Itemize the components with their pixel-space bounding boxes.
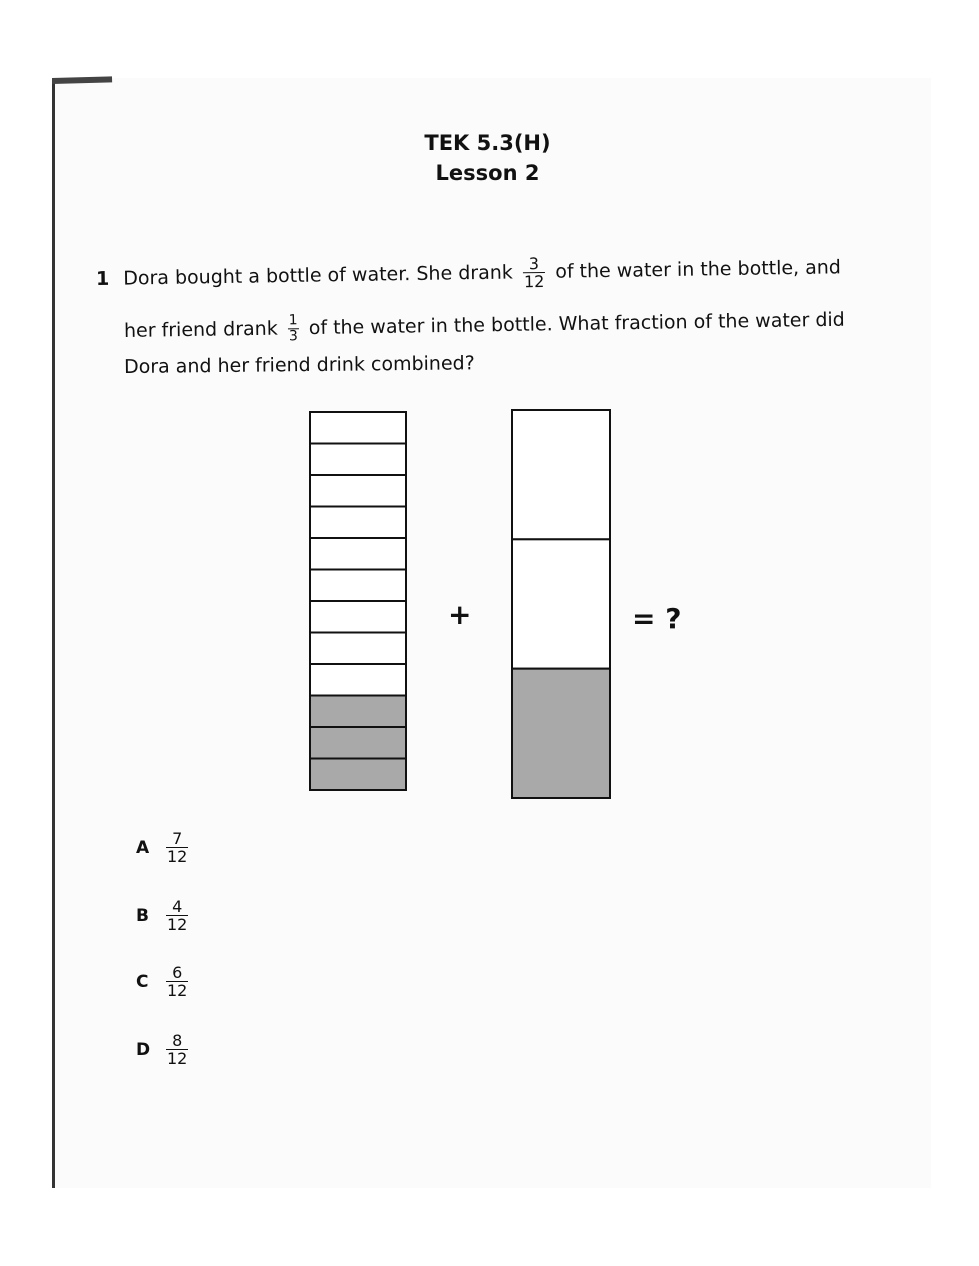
answer-option-d[interactable] xyxy=(136,1032,192,1067)
twelfths-bar-part-3 xyxy=(310,475,406,507)
twelfths-bar-part-1 xyxy=(310,412,406,444)
twelfths-bar-part-8 xyxy=(310,633,406,665)
thirds-bar-part-3-shaded xyxy=(512,669,610,798)
fraction-numerator: 1 xyxy=(288,312,298,329)
question-text-3: Dora and her friend drink combined? xyxy=(123,352,475,378)
lesson-label: Lesson 2 xyxy=(435,161,540,185)
option-numerator: 7 xyxy=(166,830,188,848)
answer-option-c[interactable] xyxy=(136,964,192,999)
equals-question: = ? xyxy=(632,602,682,635)
fraction-three-twelfths xyxy=(523,255,546,290)
fraction-denominator: 3 xyxy=(288,328,298,345)
twelfths-bar-part-11-shaded xyxy=(310,727,406,759)
bar-thirds xyxy=(512,410,610,798)
option-denominator: 12 xyxy=(167,1049,188,1068)
question-number: 1 xyxy=(95,267,110,290)
tek-label: TEK 5.3(H) xyxy=(424,131,551,155)
option-denominator: 12 xyxy=(167,847,188,866)
option-fraction xyxy=(166,898,188,933)
thirds-bar-part-2 xyxy=(512,539,610,668)
option-numerator: 8 xyxy=(166,1032,188,1050)
option-letter: C xyxy=(136,971,149,992)
twelfths-bar-part-4 xyxy=(310,507,406,539)
thirds-bar-part-1 xyxy=(512,410,610,539)
option-letter: D xyxy=(136,1039,151,1060)
question-text-1-rest: of the water in the bottle, and xyxy=(555,256,842,283)
twelfths-bar-part-6 xyxy=(310,570,406,602)
question-line-3 xyxy=(124,352,475,378)
answer-option-a[interactable] xyxy=(136,830,192,865)
option-denominator: 12 xyxy=(167,915,188,934)
option-numerator: 6 xyxy=(166,964,188,982)
question-text-2-rest: of the water in the bottle. What fraction of the water did xyxy=(308,308,845,340)
twelfths-bar-part-7 xyxy=(310,601,406,633)
option-numerator: 4 xyxy=(166,898,188,916)
option-letter: A xyxy=(136,837,150,858)
option-fraction xyxy=(166,830,188,865)
bar-twelfths xyxy=(310,412,406,790)
fraction-denominator: 12 xyxy=(523,271,545,292)
fraction-numerator: 3 xyxy=(523,255,546,273)
plus-sign: + xyxy=(448,598,472,631)
twelfths-bar-part-10-shaded xyxy=(310,696,406,728)
twelfths-bar-part-5 xyxy=(310,538,406,570)
page-header xyxy=(400,128,575,188)
answer-option-b[interactable] xyxy=(136,898,192,933)
fraction-one-third xyxy=(288,313,299,344)
option-fraction xyxy=(166,964,188,999)
twelfths-bar-part-12-shaded xyxy=(310,759,406,791)
question-text-2: her friend drank xyxy=(123,317,278,342)
question-text-1: Dora bought a bottle of water. She drank xyxy=(123,261,513,290)
option-fraction xyxy=(166,1032,188,1067)
option-letter: B xyxy=(136,905,149,926)
twelfths-bar-part-9 xyxy=(310,664,406,696)
twelfths-bar-part-2 xyxy=(310,444,406,476)
option-denominator: 12 xyxy=(167,981,188,1000)
